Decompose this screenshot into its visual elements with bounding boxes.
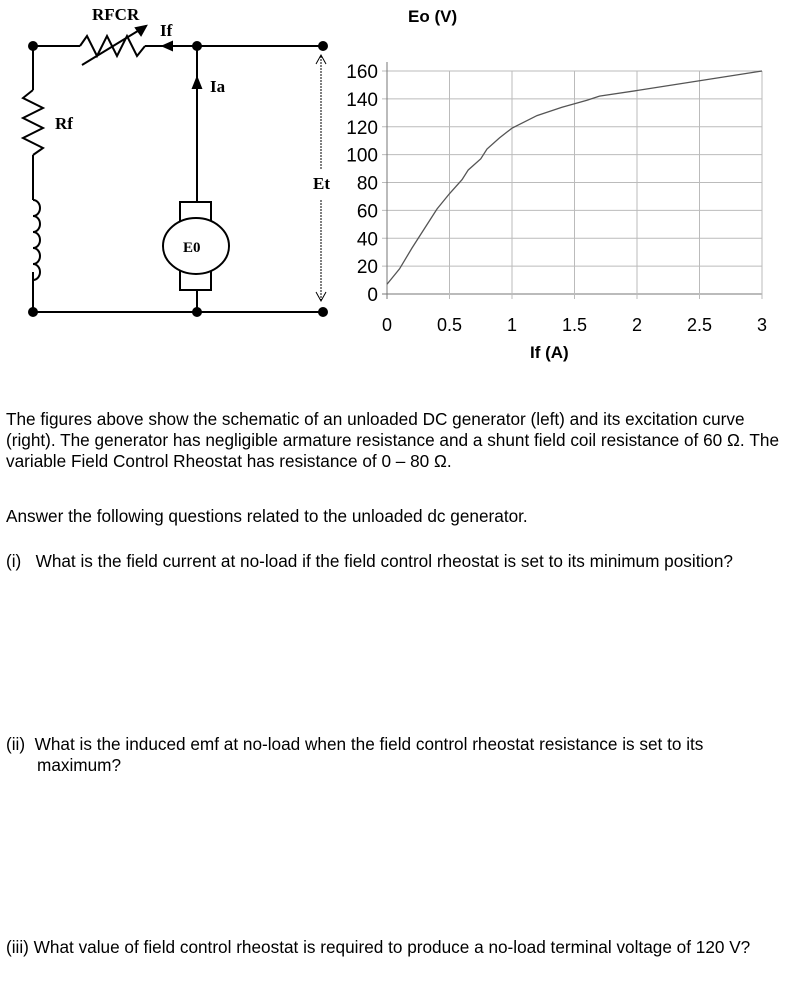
if-label: If xyxy=(160,21,173,40)
x-tick-label: 3 xyxy=(756,315,768,335)
e0-label: E0 xyxy=(183,240,201,256)
intro-paragraph: The figures above show the schematic of an unloaded DC generator (left) and its excitation curve (right). The generator has negligible armature resistance and a shunt field coil resistance of 60 Ω. The variable Field Control Rheostat has resistance of 0 – 80 Ω. xyxy=(6,409,780,471)
y-tick-label: 0 xyxy=(367,285,378,306)
field-resistor xyxy=(23,90,43,155)
y-tick-label: 60 xyxy=(356,201,378,223)
x-tick-label: 0 xyxy=(381,315,393,335)
y-tick-label: 140 xyxy=(346,89,378,111)
x-tick-label: 1 xyxy=(506,315,518,335)
y-tick-label: 80 xyxy=(356,173,378,195)
excitation-chart xyxy=(346,62,767,335)
ia-arrow-icon xyxy=(193,78,201,88)
circuit-schematic xyxy=(23,26,328,317)
x-tick-label: 2 xyxy=(631,315,643,335)
x-tick-label: 1.5 xyxy=(561,315,588,335)
ia-label: Ia xyxy=(210,77,226,96)
y-tick-label: 20 xyxy=(356,257,378,279)
question-2: (ii) What is the induced emf at no-load when the field control rheostat resistance is set to its maximum? xyxy=(6,734,704,775)
y-tick-label: 100 xyxy=(346,145,378,167)
x-tick-label: 0.5 xyxy=(436,315,463,335)
figure xyxy=(0,0,798,382)
rfcr-label: RFCR xyxy=(92,5,140,24)
y-tick-label: 120 xyxy=(346,117,378,139)
if-arrow-icon xyxy=(163,42,172,50)
y-tick-label: 160 xyxy=(346,62,378,83)
et-label: Et xyxy=(313,174,330,193)
field-coil xyxy=(33,200,40,280)
question-1: (i) What is the field current at no-load if the field control rheostat is set to its minimum position? xyxy=(6,551,733,571)
x-axis-label: If (A) xyxy=(530,343,569,362)
y-tick-label: 40 xyxy=(356,229,378,251)
x-tick-label: 2.5 xyxy=(686,315,713,335)
instruction-text: Answer the following questions related to the unloaded dc generator. xyxy=(6,506,528,526)
rf-label: Rf xyxy=(55,114,73,133)
chart-title: Eo (V) xyxy=(408,7,458,26)
question-3: (iii) What value of field control rheostat is required to produce a no-load terminal voltage of 120 V? xyxy=(6,937,751,957)
